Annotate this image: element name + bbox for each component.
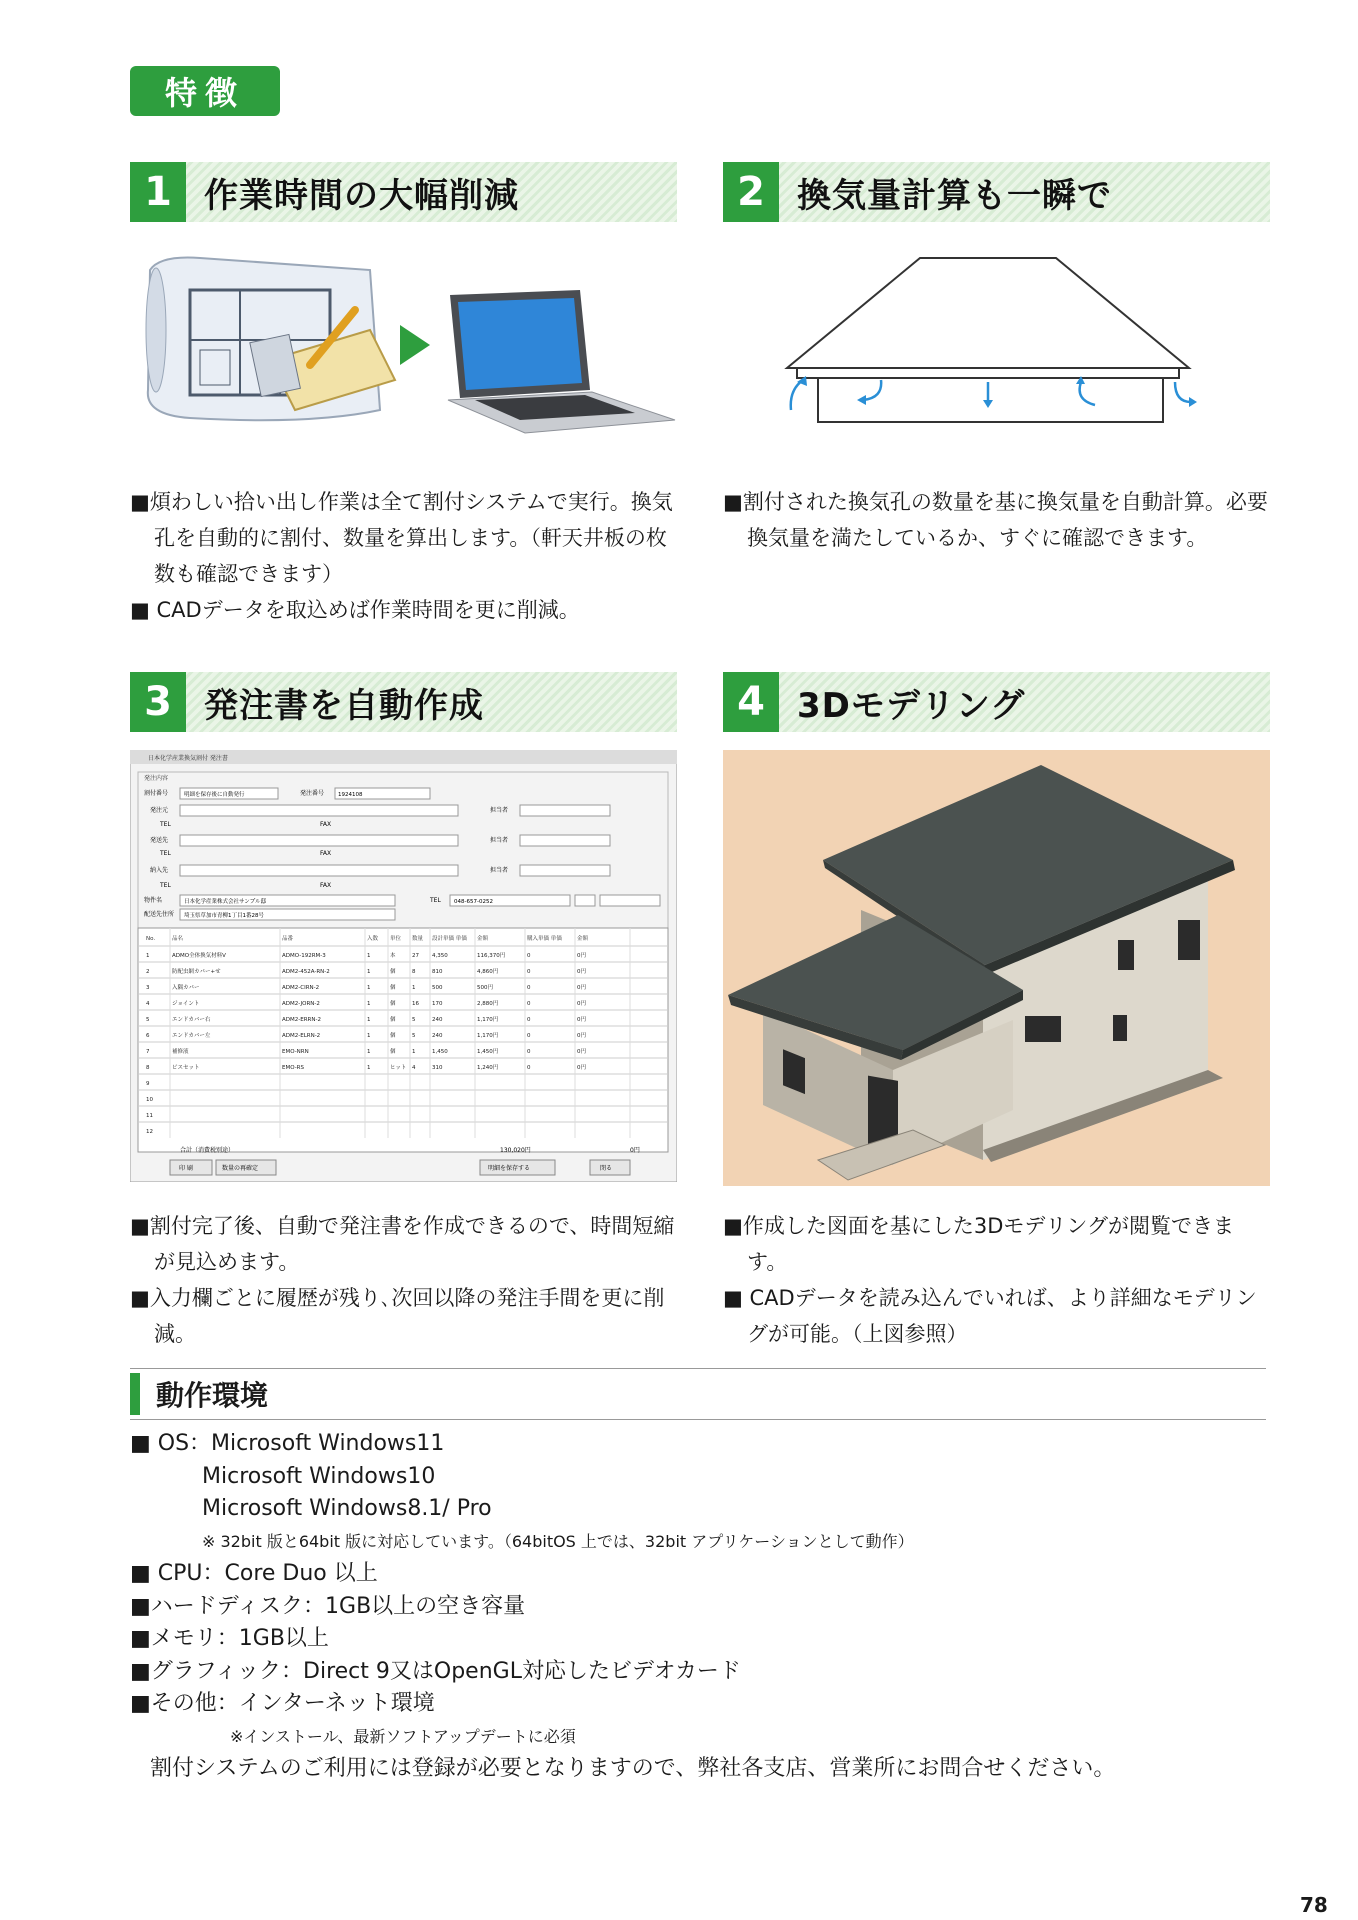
section-3-bullet-1: ■割付完了後、自動で発注書を作成できるので、時間短縮が見込めます。	[130, 1214, 675, 1274]
address-value: 埼玉県草加市青柳1丁目1番28号	[184, 913, 264, 919]
order-table-cell: ADM2-CIRN-2	[282, 985, 320, 991]
order-table-cell: 1	[412, 985, 416, 991]
section-2-header	[723, 162, 1270, 222]
airflow-arrows-icon	[791, 376, 1197, 410]
print-button-label: 印 刷	[179, 1165, 193, 1172]
order-table-cell: 240	[432, 1017, 443, 1023]
order-table-cell: 個	[390, 1017, 396, 1023]
tanto-label-2: 担当者	[490, 837, 509, 844]
order-table-cell: 500円	[477, 985, 493, 991]
wari-no-label: 割付番号	[144, 790, 169, 797]
order-table-cell: 5	[412, 1033, 416, 1039]
order-table-cell: 7	[146, 1049, 150, 1055]
order-total-label: 合計（消費税別途）	[180, 1147, 235, 1154]
order-table-header-cell: 金額	[477, 936, 489, 942]
env-other-note: ※インストール、最新ソフトアップデートに必須	[230, 1726, 576, 1746]
laptop-icon	[448, 290, 675, 433]
tel-value: 048-657-0252	[454, 899, 493, 905]
tel-label-1: TEL	[160, 821, 171, 828]
page-number: 78	[1300, 1893, 1328, 1917]
order-table-cell: 本	[390, 953, 396, 959]
section-1-bullet-1: ■煩わしい拾い出し作業は全て割付システムで実行。換気孔を自動的に割付、数量を算出します。（軒天井板の枚数も確認できます）	[130, 490, 673, 586]
section-3-number: 3	[130, 672, 186, 732]
order-table-cell: 4,350	[432, 953, 448, 959]
order-table-cell: 防配虫網カバー+せ	[172, 969, 221, 975]
env-title: 動作環境	[156, 1379, 269, 1412]
tel-label-3: TEL	[160, 882, 171, 889]
order-table-header-cell: 設計単価 単価	[432, 936, 467, 942]
order-table-cell: 1	[367, 1017, 371, 1023]
tanto-label-1: 担当者	[490, 807, 509, 814]
order-table-cell: ADM2-ELRN-2	[282, 1033, 321, 1039]
env-graphics: ■グラフィック：Direct 9又はOpenGL対応したビデオカード	[130, 1658, 741, 1684]
env-disk: ■ハードディスク：1GB以上の空き容量	[130, 1593, 526, 1619]
section-3-description	[130, 1208, 677, 1352]
section-3-title: 発注書を自動作成	[204, 685, 484, 726]
order-table-cell: ビスセット	[172, 1065, 200, 1071]
hasso-saki-label: 発送先	[150, 837, 169, 844]
save-details-label: 明細を保存する	[488, 1165, 531, 1172]
bukken-value: 日本化学産業株式会社サンプル邸	[184, 899, 267, 905]
order-table-cell: 6	[146, 1033, 150, 1039]
order-table-cell: 27	[412, 953, 419, 959]
order-table-cell: 4	[412, 1065, 416, 1071]
hachu-saki-label: 発注元	[150, 807, 169, 814]
order-table-cell: 16	[412, 1001, 419, 1007]
order-table-cell: 1	[367, 953, 371, 959]
hachu-no-label: 発注番号	[300, 790, 325, 797]
order-table-cell: ADM2-452A-RN-2	[282, 969, 330, 975]
order-table-cell: 810	[432, 969, 443, 975]
order-table-cell: ADM2-JORN-2	[282, 1001, 320, 1007]
order-table-cell: 1,170円	[477, 1033, 499, 1039]
order-table-cell: 個	[390, 1033, 396, 1039]
section-4-title: 3Dモデリング	[797, 685, 1026, 726]
section-4-header	[723, 672, 1270, 732]
section-2-description	[723, 484, 1270, 556]
section-1-number: 1	[130, 162, 186, 222]
order-table-cell: 0	[527, 969, 531, 975]
order-table-cell: 0円	[577, 953, 586, 959]
order-total-value: 130,020円	[500, 1147, 531, 1154]
order-table-cell: 5	[146, 1017, 150, 1023]
order-table-cell: エンドカバー右	[172, 1017, 211, 1023]
order-form-window-title: 日本化学産業換気割付 発注書	[148, 755, 228, 762]
order-table-header-cell: 入数	[367, 936, 379, 942]
order-table-cell: 1	[146, 953, 150, 959]
wari-no-value: 明細を保存後に自動発行	[184, 792, 245, 798]
tel-label-bukken: TEL	[430, 897, 441, 904]
order-table-header-cell: No.	[146, 936, 156, 942]
order-table-header-cell: 購入単価 単価	[527, 936, 562, 942]
order-table-cell: ADMO-192RM-3	[282, 953, 326, 959]
section-1-title: 作業時間の大幅削減	[204, 175, 519, 216]
order-table-cell: 10	[146, 1097, 153, 1103]
order-table-cell: 4,860円	[477, 969, 499, 975]
order-table-cell: 1	[367, 1033, 371, 1039]
order-table-cell: ADMO全体換気材料V	[172, 953, 226, 959]
tel-label-2: TEL	[160, 850, 171, 857]
order-table-cell: 1	[367, 985, 371, 991]
order-table-cell: 2,880円	[477, 1001, 499, 1007]
window	[1113, 1015, 1127, 1041]
order-table-header-cell: 単位	[390, 936, 402, 942]
order-table-cell: 8	[412, 969, 416, 975]
bukken-label: 物件名	[144, 897, 163, 904]
arrow-right-icon	[400, 325, 430, 365]
section-4-bullet-2: ■ CADデータを読み込んでいれば、より詳細なモデリングが可能。（上図参照）	[723, 1286, 1257, 1346]
order-table-cell: 500	[432, 985, 443, 991]
section-3-bullet-2: ■入力欄ごとに履歴が残り､次回以降の発注手間を更に削減。	[130, 1286, 665, 1346]
order-table-cell: 1,170円	[477, 1017, 499, 1023]
order-table-cell: 0円	[577, 1033, 586, 1039]
section-1-header	[130, 162, 677, 222]
order-table-header-cell: 金額	[577, 936, 589, 942]
order-table-cell: EMO-RS	[282, 1065, 304, 1071]
order-form-screenshot	[130, 750, 677, 1182]
order-table-cell: 2	[146, 969, 150, 975]
order-table-cell: 170	[432, 1001, 443, 1007]
window	[1118, 940, 1134, 970]
order-table-cell: 0円	[577, 1001, 586, 1007]
section-4-description	[723, 1208, 1270, 1352]
env-header	[130, 1368, 1266, 1420]
order-table-cell: 0	[527, 1033, 531, 1039]
order-table-cell: 1,240円	[477, 1065, 499, 1071]
window	[1178, 920, 1200, 960]
order-table-cell: 0	[527, 953, 531, 959]
fax-label-1: FAX	[320, 821, 332, 828]
order-table-cell: 補修液	[172, 1049, 189, 1055]
order-table-cell: 11	[146, 1113, 153, 1119]
order-table-cell: 1	[367, 1065, 371, 1071]
order-table-cell: 1,450	[432, 1049, 448, 1055]
reconfirm-quantity-label: 数量の再確定	[222, 1165, 259, 1172]
order-table-cell: 1,450円	[477, 1049, 499, 1055]
order-table-cell: 12	[146, 1129, 153, 1135]
order-table-cell: ジョイント	[172, 1001, 200, 1007]
address-label: 配送先住所	[144, 911, 175, 918]
order-table-cell: 入隅カバー	[172, 985, 200, 991]
nonyu-saki-label: 納入先	[150, 867, 169, 874]
order-table-cell: 310	[432, 1065, 443, 1071]
order-table-cell: 個	[390, 1049, 396, 1055]
order-table-cell: 1	[367, 1001, 371, 1007]
order-table-cell: 5	[412, 1017, 416, 1023]
order-table-cell: エンドカバー左	[172, 1033, 211, 1039]
order-table-header-cell: 品番	[282, 936, 294, 942]
order-table-cell: 0	[527, 985, 531, 991]
section-1-description	[130, 484, 677, 628]
order-table-cell: 9	[146, 1081, 150, 1087]
order-table-header-cell: 品名	[172, 936, 184, 942]
order-table-cell: 8	[146, 1065, 150, 1071]
section-2-title: 換気量計算も一瞬で	[797, 175, 1112, 216]
order-table-cell: 0円	[577, 969, 586, 975]
order-table-cell: ADM2-ERRN-2	[282, 1017, 321, 1023]
env-registration-note: 割付システムのご利用には登録が必要となりますので、弊社各支店、営業所にお問合せください。	[150, 1756, 1116, 1781]
section-4-number: 4	[723, 672, 779, 732]
order-table-cell: 0	[527, 1065, 531, 1071]
env-other: ■その他：インターネット環境	[130, 1691, 435, 1716]
order-table-cell: 4	[146, 1001, 150, 1007]
window	[1025, 1016, 1061, 1042]
order-table-cell: 3	[146, 985, 150, 991]
env-os-win10: Microsoft Windows10	[202, 1463, 436, 1489]
section-2-bullet-1: ■割付された換気孔の数量を基に換気量を自動計算。必要換気量を満たしているか、すぐに確認できます。	[723, 490, 1268, 550]
blueprint-to-laptop-illustration	[130, 250, 677, 440]
order-table-cell: EMO-NRN	[282, 1049, 309, 1055]
order-form-group-label: 発注内容	[144, 775, 169, 782]
hachu-no-value: 1924108	[338, 792, 363, 798]
section-4-bullet-1: ■作成した図面を基にした3Dモデリングが閲覧できます。	[723, 1214, 1234, 1274]
features-badge: 特徴	[130, 66, 280, 116]
order-table-cell: 0	[527, 1049, 531, 1055]
order-table-cell: 個	[390, 969, 396, 975]
section-3-header	[130, 672, 677, 732]
fax-label-3: FAX	[320, 882, 332, 889]
env-os-win81: Microsoft Windows8.1/ Pro	[202, 1496, 492, 1521]
order-table-cell: 0円	[577, 985, 586, 991]
order-table-cell: 0円	[577, 1017, 586, 1023]
fax-label-2: FAX	[320, 850, 332, 857]
order-table-cell: 0	[527, 1017, 531, 1023]
order-table-cell: 240	[432, 1033, 443, 1039]
section-2-number: 2	[723, 162, 779, 222]
close-button-label: 閉る	[600, 1165, 613, 1172]
order-table	[138, 928, 668, 1152]
env-memory: ■メモリ：1GB以上	[130, 1626, 329, 1651]
order-table-cell: 1	[367, 1049, 371, 1055]
order-table-cell: 個	[390, 1001, 396, 1007]
order-total-purchase: 0円	[630, 1147, 640, 1154]
ventilation-diagram	[723, 250, 1270, 430]
order-table-header-cell: 数量	[412, 936, 424, 942]
order-table-cell: ヒット	[390, 1065, 407, 1071]
env-os-note: ※ 32bit 版と64bit 版に対応しています。（64bitOS 上では、32bit アプリケーションとして動作）	[202, 1531, 914, 1551]
order-table-cell: 1	[367, 969, 371, 975]
tanto-label-3: 担当者	[490, 867, 509, 874]
order-table-cell: 116,370円	[477, 953, 506, 959]
env-os: ■ OS：Microsoft Windows11	[130, 1431, 445, 1456]
order-table-cell: 0円	[577, 1049, 586, 1055]
section-1-bullet-2: ■ CADデータを取込めば作業時間を更に削減。	[130, 598, 580, 622]
order-table-cell: 1	[412, 1049, 416, 1055]
order-table-cell: 0円	[577, 1065, 586, 1071]
env-header-bar	[130, 1373, 140, 1415]
order-table-cell: 0	[527, 1001, 531, 1007]
env-cpu: ■ CPU：Core Duo 以上	[130, 1561, 378, 1586]
3d-house-render	[723, 750, 1270, 1186]
order-table-cell: 個	[390, 985, 396, 991]
env-list	[130, 1428, 1280, 1786]
